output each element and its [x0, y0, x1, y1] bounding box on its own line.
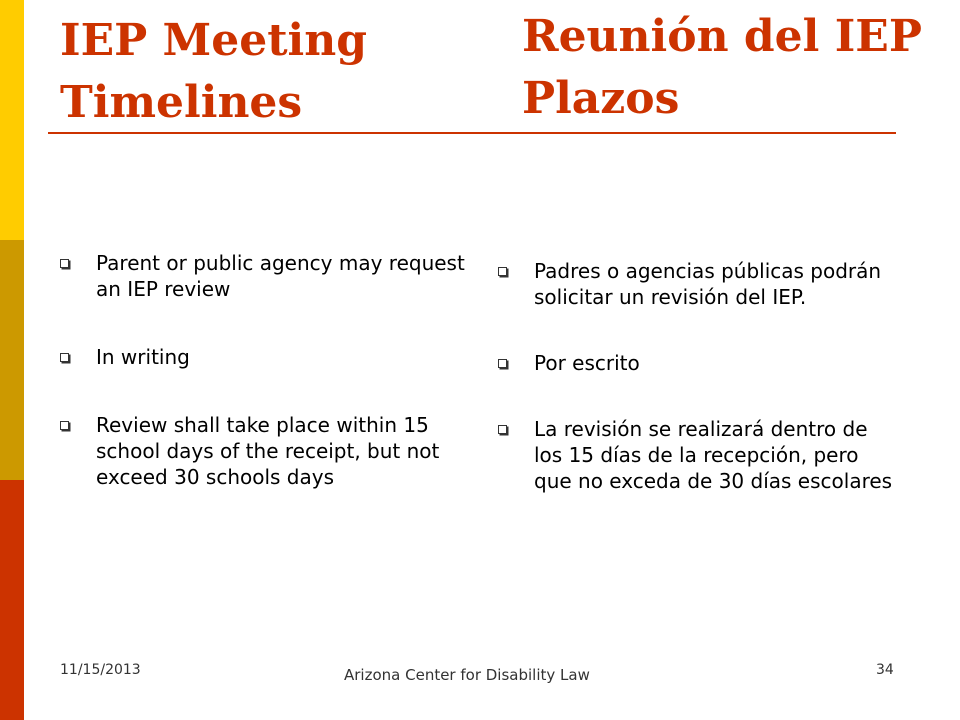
- list-item: [498, 416, 898, 494]
- title-english: [60, 10, 480, 134]
- spanish-bullet-list: [498, 258, 898, 494]
- list-item: [498, 258, 898, 310]
- square-bullet-icon: [60, 421, 69, 430]
- title-spanish-line1: Reunión del IEP: [522, 11, 922, 62]
- list-item: [60, 412, 470, 490]
- square-bullet-icon: [498, 267, 507, 276]
- page-number: 34: [876, 662, 894, 678]
- bullet-text: Padres o agencias públicas podrán solicitar un revisión del IEP.: [534, 259, 882, 309]
- accent-bar-bottom: [0, 480, 24, 720]
- square-bullet-icon: [498, 359, 507, 368]
- bullet-text: La revisión se realizará dentro de los 15 días de la recepción, pero que no exceda de 30 días escolares: [534, 417, 893, 493]
- square-bullet-icon: [498, 425, 507, 434]
- accent-bar-top: [0, 0, 24, 240]
- accent-bar-middle: [0, 240, 24, 480]
- bullet-text: In writing: [96, 345, 190, 369]
- title-spanish-line2: Plazos: [522, 73, 680, 124]
- bullet-text: Por escrito: [534, 351, 640, 375]
- title-divider: [48, 132, 896, 134]
- list-item: [498, 350, 898, 376]
- square-bullet-icon: [60, 259, 69, 268]
- english-bullet-list: [60, 250, 470, 490]
- square-bullet-icon: [60, 353, 69, 362]
- title-english-line2: Timelines: [60, 77, 303, 128]
- bullet-text: Review shall take place within 15 school days of the receipt, but not exceed 30 schools days: [96, 413, 440, 489]
- list-item: [60, 250, 470, 302]
- footer-organization: Arizona Center for Disability Law: [344, 666, 590, 684]
- footer-date: 11/15/2013: [60, 662, 141, 678]
- title-english-line1: IEP Meeting: [60, 15, 368, 66]
- title-spanish: [522, 6, 942, 130]
- list-item: [60, 344, 470, 370]
- bullet-text: Parent or public agency may request an IEP review: [96, 251, 465, 301]
